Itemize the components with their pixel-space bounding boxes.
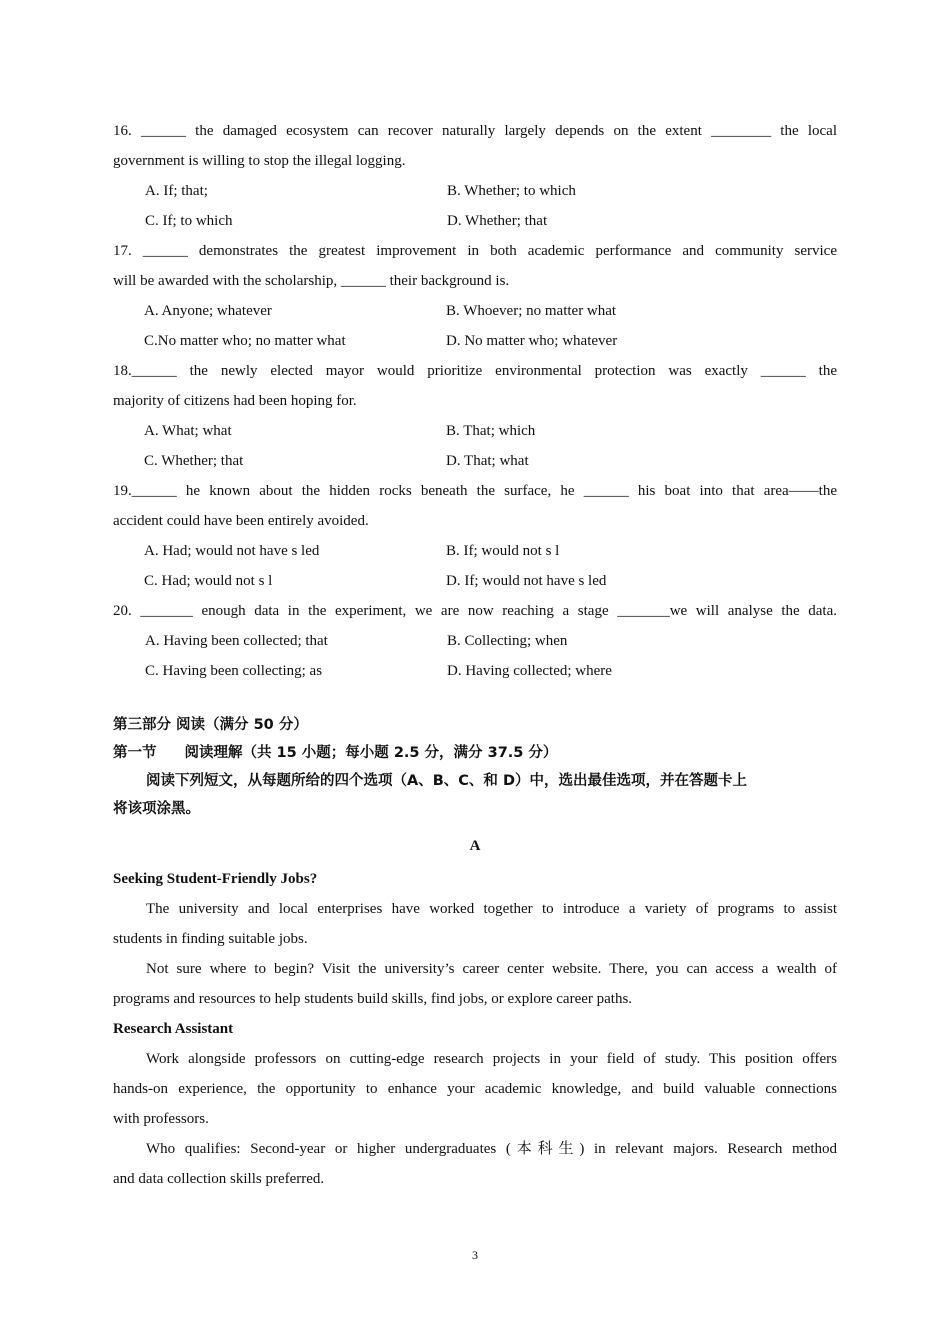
option-b: B. Collecting; when: [447, 633, 568, 649]
question-17-options-row-2: [113, 326, 837, 356]
option-a: A. Anyone; whatever: [144, 303, 272, 319]
option-c: C. If; to which: [145, 213, 233, 229]
option-d: D. That; what: [446, 453, 529, 469]
option-d: D. No matter who; whatever: [446, 333, 618, 349]
part-3-heading: 第三部分 阅读（满分 50 分）: [113, 717, 308, 733]
paragraph-1-line-1: The university and local enterprises have worked together to introduce a variety of programs to assist: [146, 901, 837, 917]
option-b: B. Whether; to which: [447, 183, 576, 199]
exam-page: [113, 116, 837, 1194]
paragraph-3-line-3: with professors.: [113, 1111, 209, 1127]
instructions-line-2: 将该项涂黑。: [113, 801, 200, 817]
section-1-heading: [113, 739, 837, 767]
option-d: D. Whether; that: [447, 213, 548, 229]
option-b: B. If; would not s l: [446, 543, 560, 559]
option-a: A. Having been collected; that: [145, 633, 328, 649]
paragraph-2-line-1: Not sure where to begin? Visit the university’s career center website. There, you can access a wealth of: [146, 961, 837, 977]
paragraph-3-line-2: hands-on experience, the opportunity to enhance your academic knowledge, and build valuable connections: [113, 1081, 837, 1097]
paragraph-4-line-2: and data collection skills preferred.: [113, 1171, 325, 1187]
paragraph-2-line-2: programs and resources to help students build skills, find jobs, or explore career paths.: [113, 991, 633, 1007]
page-number: 3: [472, 1248, 478, 1262]
question-17-line-1: 17. ______ demonstrates the greatest improvement in both academic performance and community service: [113, 243, 837, 259]
instructions-line-1: 阅读下列短文，从每题所给的四个选项（A、B、C、和 D）中，选出最佳选项，并在答题卡上: [146, 773, 747, 789]
question-18-options-row-2: [113, 446, 837, 476]
option-c: C. Having been collecting; as: [145, 663, 323, 679]
paragraph-4-line-1: Who qualifies: Second-year or higher undergraduates (本科生) in relevant majors. Research method: [146, 1141, 837, 1157]
option-a: A. If; that;: [145, 183, 208, 199]
question-20-options-row-1: [113, 626, 837, 656]
option-d: D. If; would not have s led: [446, 573, 607, 589]
section-title: 阅读理解（共 15 小题；每小题 2.5 分，满分 37.5 分）: [184, 745, 558, 761]
option-d: D. Having collected; where: [447, 663, 612, 679]
question-17-options-row-1: [113, 296, 837, 326]
question-19-line-2: accident could have been entirely avoided.: [113, 513, 369, 529]
option-c: C. Had; would not s l: [144, 573, 273, 589]
question-20-line-1: 20. _______ enough data in the experiment, we are now reaching a stage _______we will analyse the data.: [113, 603, 837, 619]
question-16-line-1: 16. ______ the damaged ecosystem can recover naturally largely depends on the extent ________ the local: [113, 123, 837, 139]
paragraph-1-line-2: students in finding suitable jobs.: [113, 931, 308, 947]
paragraph-3-line-1: Work alongside professors on cutting-edge research projects in your field of study. This position offers: [146, 1051, 837, 1067]
option-c: C. Whether; that: [144, 453, 244, 469]
question-17-line-2: will be awarded with the scholarship, ______ their background is.: [113, 273, 510, 289]
passage-letter: A: [469, 838, 481, 854]
question-18-options-row-1: [113, 416, 837, 446]
subheading-research-assistant: Research Assistant: [113, 1021, 234, 1037]
question-20-options-row-2: [113, 656, 837, 686]
option-c: C.No matter who; no matter what: [144, 333, 346, 349]
question-19-options-row-2: [113, 566, 837, 596]
question-16-options-row-1: [113, 176, 837, 206]
question-19-options-row-1: [113, 536, 837, 566]
option-a: A. What; what: [144, 423, 232, 439]
section-label: 第一节: [113, 745, 157, 761]
passage-title: Seeking Student-Friendly Jobs?: [113, 871, 318, 887]
question-19-line-1: 19.______ he known about the hidden rocks beneath the surface, he ______ his boat into that area——the: [113, 483, 837, 499]
option-a: A. Had; would not have s led: [144, 543, 320, 559]
question-18-line-2: majority of citizens had been hoping for.: [113, 393, 357, 409]
option-b: B. That; which: [446, 423, 536, 439]
question-16-options-row-2: [113, 206, 837, 236]
question-18-line-1: 18.______ the newly elected mayor would prioritize environmental protection was exactly ______ the: [113, 363, 837, 379]
option-b: B. Whoever; no matter what: [446, 303, 617, 319]
question-16-line-2: government is willing to stop the illegal logging.: [113, 153, 406, 169]
